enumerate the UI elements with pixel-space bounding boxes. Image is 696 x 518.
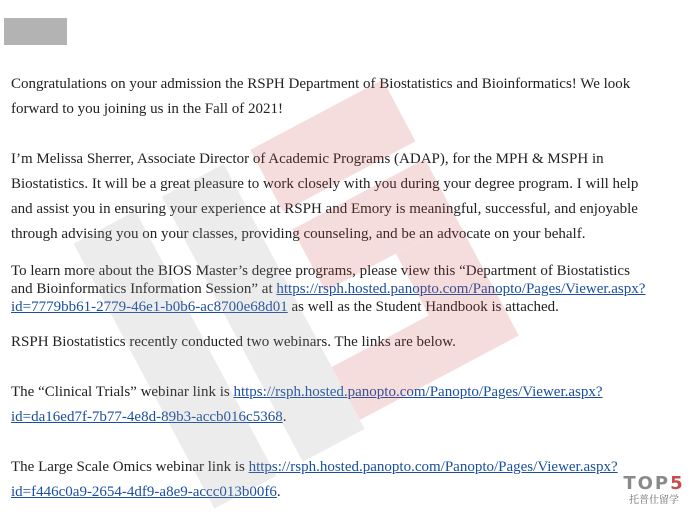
text-line: [11, 405, 693, 430]
text-segment: as well as the Student Handbook is attached.: [287, 299, 559, 315]
omics-link-cont[interactable]: id=f446c0a9-2654-4df9-a8e9-accc013b00f6: [11, 484, 277, 500]
text-line: [11, 455, 693, 480]
text-line: and assist you in ensuring your experience at RSPH and Emory is meaningful, successful, and enjoyable: [11, 201, 638, 217]
clinical-trials-link-cont[interactable]: id=da16ed7f-7b77-4e8d-89b3-accb016c5368: [11, 409, 283, 425]
omics-link[interactable]: https://rsph.hosted.panopto.com/Panopto/Pages/Viewer.aspx?: [248, 459, 618, 475]
info-session-link[interactable]: https://rsph.hosted.panopto.com/Panopto/Pages/Viewer.aspx?: [276, 281, 646, 297]
redacted-block: [4, 18, 67, 45]
omics-paragraph: [11, 455, 693, 505]
congrats-paragraph: [11, 72, 693, 122]
text-line: I’m Melissa Sherrer, Associate Director of Academic Programs (ADAP), for the MPH & MSPH in: [11, 151, 604, 167]
text-segment: and Bioinformatics Information Session” at: [11, 281, 277, 297]
clinical-trials-link[interactable]: https://rsph.hosted.panopto.com/Panopto/Pages/Viewer.aspx?: [233, 384, 603, 400]
text-line: through advising you on your classes, providing counseling, and be an advocate on your behalf.: [11, 226, 586, 242]
text-line: forward to you joining us in the Fall of 2021!: [11, 101, 284, 117]
logo-text: 托普仕留学: [629, 495, 679, 506]
text-segment: .: [276, 484, 281, 500]
info-session-paragraph: [11, 262, 693, 316]
text-line: To learn more about the BIOS Master’s degree programs, please view this “Department of Biostatistics: [11, 263, 630, 279]
clinical-trials-paragraph: [11, 380, 693, 430]
intro-paragraph: [11, 147, 693, 247]
text-segment: .: [282, 409, 287, 425]
info-session-link-cont[interactable]: id=7779bb61-2779-46e1-b0b6-ac8700e68d01: [11, 299, 288, 315]
text-line: [11, 280, 693, 298]
text-line: Congratulations on your admission the RSPH Department of Biostatistics and Bioinformatics! We look: [11, 76, 631, 92]
logo-mark: TOP5: [623, 473, 685, 494]
text-line: [11, 380, 693, 405]
text-segment: The “Clinical Trials” webinar link is: [11, 384, 234, 400]
text-line: [11, 298, 693, 316]
webinars-paragraph: [11, 330, 693, 355]
text-line: [11, 480, 693, 505]
text-segment: The Large Scale Omics webinar link is: [11, 459, 249, 475]
text-line: RSPH Biostatistics recently conducted two webinars. The links are below.: [11, 334, 456, 350]
text-line: Biostatistics. It will be a great pleasure to work closely with you during your degree program. I will help: [11, 176, 639, 192]
